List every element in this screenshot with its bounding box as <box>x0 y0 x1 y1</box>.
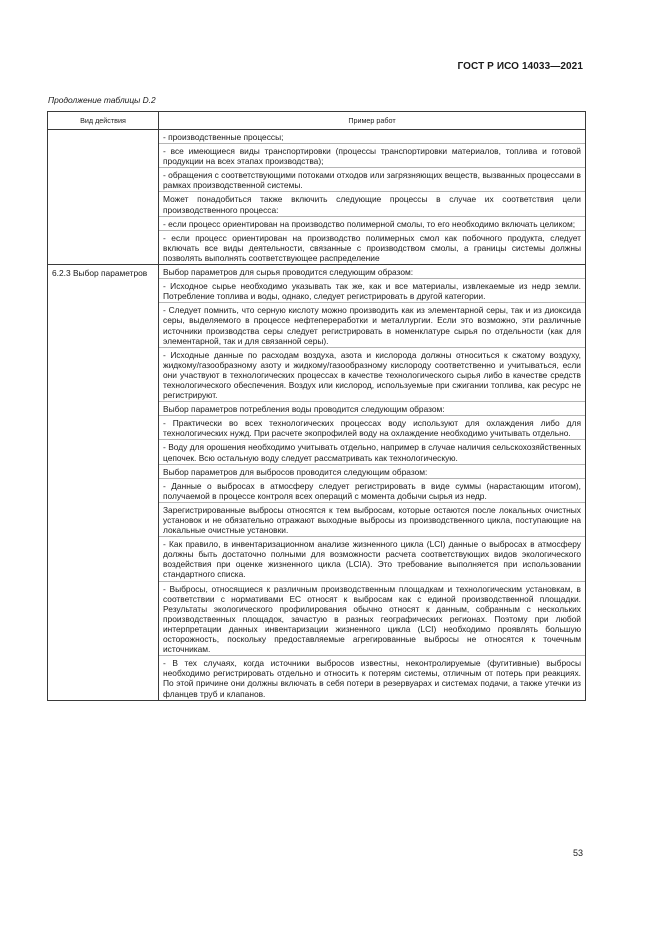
paragraph: - Данные о выбросах в атмосферу следует регистрировать в виде суммы (нарастающим итогом), получаемой в процессе контроля всех операций с момента добычи сырья из недр. <box>159 479 585 503</box>
paragraph: - Практически во всех технологических процессах воду используют для охлаждения либо для технологических нужд. При расчете экопрофилей воду на охлаждение необходимо учитывать отдельно. <box>159 416 585 440</box>
paragraph: Зарегистрированные выбросы относятся к тем выбросам, которые остаются после локальных очистных установок и не обязательно отражают выходные выбросы из производственного цикла, поступающие на локальные очистные установки. <box>159 503 585 537</box>
paragraph: - производственные процессы; <box>159 130 585 144</box>
paragraph: - Выбросы, относящиеся к различным производственным площадкам и технологическим установкам, в соответствии с нормативами ЕС относят к выбросам как с единой производственной площадки. Результаты экологического профилирования обычно относят к данным, собранным с нескольких производственных площадок, зачастую в разных географических регионах. Поэтому при любой интерпретации данных инвентаризации жизненного цикла (LCI) необходимо проявлять большую осторожность, поскольку предоставляемые агрегированные выбросы не относятся к точечным источникам. <box>159 582 585 657</box>
paragraph: - все имеющиеся виды транспортировки (процессы транспортировки материалов, топлива и готовой продукции на всех этапах производства); <box>159 144 585 168</box>
action-label <box>48 130 158 133</box>
paragraph: - если процесс ориентирован на производство полимерных смол как побочного продукта, следует включать все виды деятельности, связанные с производством смолы, а границы системы должны позволять выполнять соответствующее распределение <box>163 232 581 263</box>
paragraph: Может понадобиться также включить следующие процессы в случае их соответствия цели производственного процесса: <box>159 192 585 216</box>
paragraph: - Исходные данные по расходам воздуха, азота и кислорода должны относиться к сжатому воздуху, жидкому/газообразному азоту и жидкому/газообразному кислороду соответственно и учитываться, если они участвуют в технологических процессах в качестве технологического сырья либо в качестве средств технологического обеспечения. Воздух или кислород, используемые при сжигании топлива, как ресурс не регистрируют. <box>159 348 585 402</box>
table-row <box>48 265 586 701</box>
page-number: 53 <box>572 848 583 858</box>
activities-table <box>47 111 586 701</box>
table-header-row <box>48 112 586 130</box>
column-header-examples: Пример работ <box>159 112 586 130</box>
examples-cell <box>159 130 586 265</box>
column-header-action: Вид действия <box>48 112 159 130</box>
action-cell <box>48 265 159 701</box>
examples-cell <box>159 265 586 701</box>
paragraph: Выбор параметров для выбросов проводится следующим образом: <box>159 465 585 479</box>
action-label: 6.2.3 Выбор параметров <box>52 268 148 279</box>
paragraph: - В тех случаях, когда источники выбросов известны, неконтролируемые (фугитивные) выбросы необходимо регистрировать отдельно и относить к потерям системы, отличным от потерь при реакциях. По этой причине они должны включать в себя потери в резервуарах и системах подачи, а также утечки из фланцев труб и клапанов. <box>163 658 581 699</box>
paragraph: - Следует помнить, что серную кислоту можно производить как из элементарной серы, так и из диоксида серы, выделяемого в процессе нефтепереработки и металлургии. Если это возможно, эти различные источники производства серы следует регистрировать в номенклатуре сырья по отдельности (как для элементарной, так и для связанной серы). <box>159 303 585 347</box>
paragraph: Выбор параметров для сырья проводится следующим образом: <box>159 265 585 279</box>
table-caption: Продолжение таблицы D.2 <box>48 95 156 105</box>
standard-header: ГОСТ Р ИСО 14033—2021 <box>457 61 583 72</box>
action-cell <box>48 130 159 265</box>
paragraph: - Как правило, в инвентаризационном анализе жизненного цикла (LCI) данные о выбросах в атмосферу должны быть достаточно полными для возможности расчета соответствующих видов экологического воздействия при оценке жизненного цикла (LCIA). Это требование выполняется при использовании стандартного списка. <box>159 537 585 581</box>
paragraph: - если процесс ориентирован на производство полимерной смолы, то его необходимо включать целиком; <box>159 217 585 231</box>
paragraph: - Воду для орошения необходимо учитывать отдельно, например в случае наличия сельскохозяйственных цепочек. Всю остальную воду следует рассматривать как технологическую. <box>159 440 585 464</box>
paragraph: - обращения с соответствующими потоками отходов или загрязняющих веществ, вызванных процессами в рамках производственной системы. <box>159 168 585 192</box>
paragraph: Выбор параметров потребления воды проводится следующим образом: <box>159 402 585 416</box>
paragraph: - Исходное сырье необходимо указывать так же, как и все материалы, извлекаемые из недр земли. Потребление топлива и воды, однако, следует регистрировать в другой категории. <box>159 279 585 303</box>
table-row <box>48 130 586 265</box>
